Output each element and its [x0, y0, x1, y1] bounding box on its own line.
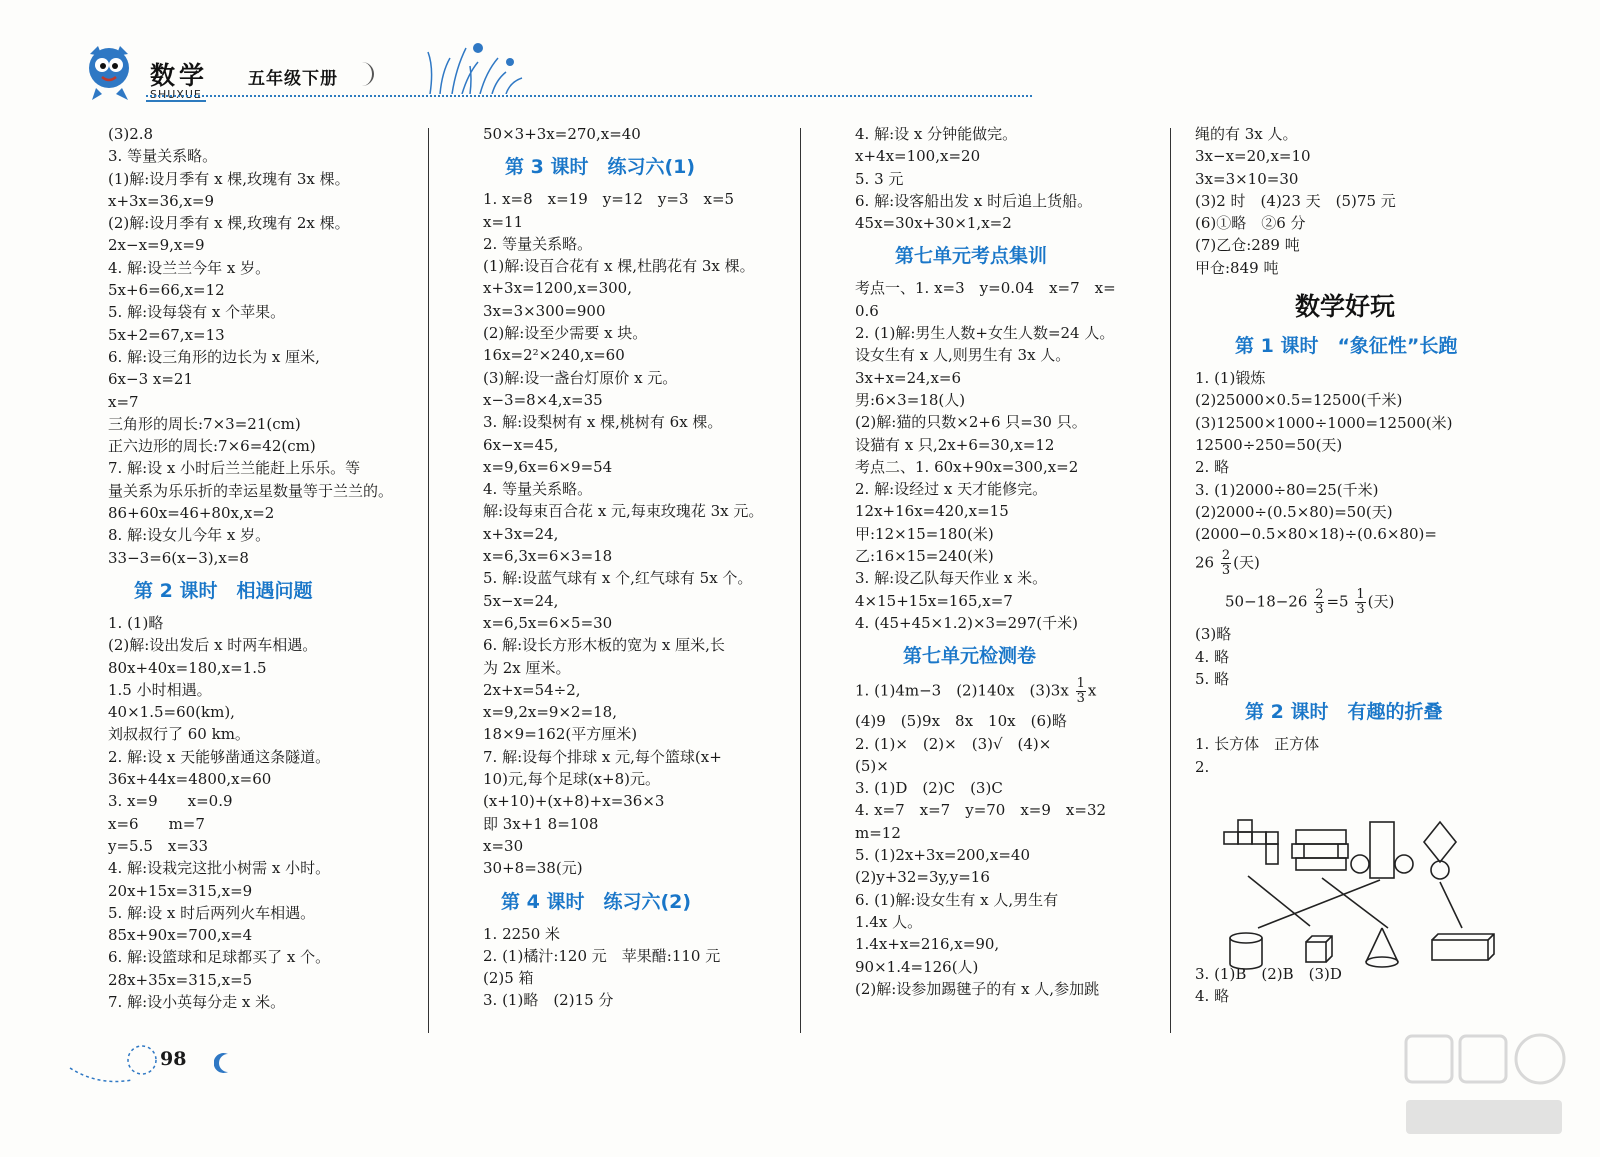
answer-block [108, 612, 424, 1013]
answer-block [855, 123, 1165, 234]
answer-line: x=9,6x=6×9=54 [483, 457, 613, 476]
answer-block [855, 277, 1165, 634]
moon-icon [214, 1050, 260, 1074]
answer-line: 40×1.5=60(km), [108, 703, 235, 722]
fraction [1355, 588, 1365, 617]
column-divider [1170, 128, 1171, 1033]
answer-line: 7. 解:设每个排球 x 元,每个篮球(x+ [483, 747, 722, 766]
answer-line: 2. (1)橘汁:120 元 苹果醋:110 元 [483, 946, 721, 965]
answer-line: 28x+35x=315,x=5 [108, 970, 253, 989]
answer-line: 5x+2=67,x=13 [108, 325, 225, 344]
answer-line: (2)解:设参加踢毽子的有 x 人,参加跳 [855, 979, 1100, 998]
section-heading: 第七单元检测卷 [903, 645, 1037, 668]
answer-line: 18×9=162(平方厘米) [483, 725, 638, 744]
section-heading: 第 2 课时 相遇问题 [134, 579, 313, 602]
answer-line: 1.5 小时相遇。 [108, 680, 212, 699]
answer-line: (2)2000÷(0.5×80)=50(天) [1195, 502, 1393, 521]
answer-line: 30+8=38(元) [483, 859, 583, 878]
answer-block [1195, 733, 1495, 778]
answer-line [855, 677, 1165, 706]
answer-column-2 [483, 123, 795, 1012]
answer-line: 3x+x=24,x=6 [855, 368, 962, 387]
answer-line: 4. x=7 x=7 y=70 x=9 x=32 [855, 801, 1107, 820]
net-shape-1 [1224, 820, 1278, 864]
header-rule [146, 95, 1032, 97]
section-heading: 第七单元考点集训 [895, 245, 1048, 268]
answer-line: 1.4x+x=216,x=90, [855, 935, 1000, 954]
answer-line: 1. (1)锻炼 [1195, 369, 1266, 388]
answer-line: (4)9 (5)9x 8x 10x (6)略 [855, 712, 1067, 731]
answer-line: 甲仓:849 吨 [1195, 258, 1279, 277]
answer-line: 4. 解:设 x 分钟能做完。 [855, 125, 1018, 143]
answer-line: 5. (1)2x+3x=200,x=40 [855, 846, 1030, 865]
answer-line [1195, 549, 1495, 578]
answer-line: x+3x=36,x=9 [108, 191, 215, 210]
fraction [1314, 588, 1324, 617]
answer-line: x=6,3x=6×3=18 [483, 547, 613, 566]
answer-line: (x+10)+(x+8)+x=36×3 [483, 792, 665, 811]
section-heading: 第 1 课时 “象征性”长跑 [1235, 335, 1458, 358]
answer-line: 6x−3 x=21 [108, 370, 193, 389]
answer-line: 2. (1)× (2)× (3)√ (4)× [855, 734, 1052, 753]
book-grade: 五年级下册 [248, 69, 338, 89]
fraction-denominator: 3 [1076, 691, 1085, 707]
answer-line: 3x=3×10=30 [1195, 169, 1299, 188]
answer-line: (2)25000×0.5=12500(千米) [1195, 391, 1403, 410]
answer-line: 6. 解:设篮球和足球都买了 x 个。 [108, 948, 331, 967]
net-shape-2 [1292, 830, 1348, 870]
answer-line: 甲:12×15=180(米) [855, 524, 994, 543]
grade-bracket [358, 62, 374, 86]
watermark-icon [1400, 1030, 1570, 1140]
fraction-denominator: 3 [1221, 563, 1231, 579]
answer-line: 0.6 [855, 301, 879, 320]
answer-line: 4. (45+45×1.2)×3=297(千米) [855, 613, 1078, 632]
answer-line: 45x=30x+30×1,x=2 [855, 214, 1012, 233]
answer-line: 4. 解:设兰兰今年 x 岁。 [108, 258, 271, 277]
answer-line: (7)乙仓:289 吨 [1195, 236, 1300, 255]
answer-line: x−3=8×4,x=35 [483, 390, 603, 409]
answer-line: x=6,5x=6×5=30 [483, 613, 613, 632]
answer-line: 85x+90x=700,x=4 [108, 926, 253, 945]
answer-line: x+3x=1200,x=300, [483, 279, 632, 298]
answer-block [1195, 367, 1495, 545]
answer-line: 1. x=8 x=19 y=12 y=3 x=5 [483, 190, 735, 209]
answer-text: 50−18−26 [1225, 592, 1308, 611]
answer-line: 5. 解:设蓝气球有 x 个,红气球有 5x 个。 [483, 569, 753, 588]
answer-line: (6)①略 ②6 分 [1195, 214, 1306, 233]
answer-line: 正六边形的周长:7×6=42(cm) [108, 437, 316, 456]
grass-icon [410, 38, 550, 94]
answer-line: x+3x=24, [483, 524, 559, 543]
answer-line: x=30 [483, 836, 524, 855]
answer-line: (2)解:猫的只数×2+6 只=30 只。 [855, 413, 1087, 432]
answer-line: x+4x=100,x=20 [855, 147, 981, 166]
book-title: 数学 [150, 61, 209, 90]
section-heading: 第 4 课时 练习六(2) [501, 890, 692, 913]
answer-line: 1. 长方体 正方体 [1195, 735, 1320, 754]
chapter-heading: 数学好玩 [1294, 292, 1395, 322]
answer-line: 2. (1)解:男生人数+女生人数=24 人。 [855, 324, 1115, 343]
answer-line: 7. 解:设小英每分走 x 米。 [108, 992, 286, 1011]
book-title-pinyin: SHUXUE [150, 88, 202, 101]
answer-line: 2x+x=54÷2, [483, 680, 581, 699]
answer-block [855, 710, 1165, 1000]
answer-line: 三角形的周长:7×3=21(cm) [108, 414, 301, 433]
fraction-numerator: 1 [1356, 587, 1365, 603]
answer-line: 36x+44x=4800,x=60 [108, 770, 272, 789]
answer-line: 86+60x=46+80x,x=2 [108, 504, 275, 523]
answer-unit: (天) [1367, 592, 1395, 611]
answer-block [108, 123, 424, 569]
answer-line: 10)元,每个足球(x+8)元。 [483, 770, 660, 789]
answer-line: (2)解:设至少需要 x 块。 [483, 324, 648, 343]
answer-line: 考点一、1. x=3 y=0.04 x=7 x= [855, 279, 1116, 298]
page-number: 98 [160, 1048, 187, 1070]
answer-line: 8. 解:设女儿今年 x 岁。 [108, 526, 271, 545]
fraction [1221, 549, 1231, 578]
answer-line: 即 3x+1 8=108 [483, 814, 599, 833]
answer-line: 5. 3 元 [855, 169, 904, 188]
answer-line: 50×3+3x=270,x=40 [483, 125, 641, 143]
answer-line: 6. 解:设三角形的边长为 x 厘米, [108, 347, 320, 366]
answer-line: m=12 [855, 823, 901, 842]
answer-line: (3)解:设一盏台灯原价 x 元。 [483, 368, 678, 387]
answer-line: (3)略 [1195, 625, 1232, 644]
page-header [70, 38, 970, 113]
answer-line: 乙:16×15=240(米) [855, 547, 994, 566]
answer-line: 90×1.4=126(人) [855, 957, 979, 976]
answer-line: 3x−x=20,x=10 [1195, 147, 1311, 166]
answer-line: (2)y+32=3y,y=16 [855, 868, 990, 887]
answer-line: 2x−x=9,x=9 [108, 236, 205, 255]
answer-line: 3. (1)B (2)B (3)D [1195, 964, 1342, 983]
answer-line: 5. 略 [1195, 670, 1230, 689]
answer-line: y=5.5 x=33 [108, 836, 209, 855]
section-heading: 第 3 课时 练习六(1) [505, 156, 696, 179]
answer-line: 12500÷250=50(天) [1195, 435, 1343, 454]
answer-line: 20x+15x=315,x=9 [108, 881, 253, 900]
answer-line: 6x−x=45, [483, 435, 559, 454]
column-divider [800, 128, 801, 1033]
column-divider [428, 128, 429, 1033]
answer-line: 考点二、1. 60x+90x=300,x=2 [855, 457, 1079, 476]
answer-line: 为 2x 厘米。 [483, 658, 571, 677]
answer-line: 4. 等量关系略。 [483, 480, 593, 499]
answer-line [1225, 588, 1495, 617]
answer-line: 1. (1)略 [108, 613, 164, 632]
answer-line: (2000−0.5×80×18)÷(0.6×80)= [1195, 525, 1437, 544]
fraction-numerator: 1 [1076, 676, 1085, 692]
answer-line: x=11 [483, 212, 524, 231]
answer-block [483, 188, 795, 879]
answer-line: 7. 解:设 x 小时后兰兰能赶上乐乐。等 [108, 459, 361, 478]
answer-line: 6. (1)解:设女生有 x 人,男生有 [855, 890, 1059, 909]
folding-matching-figure [1218, 816, 1498, 988]
answer-line: (3)12500×1000÷1000=12500(米) [1195, 413, 1453, 432]
section-heading: 第 2 课时 有趣的折叠 [1245, 701, 1443, 724]
net-shape-3 [1351, 822, 1413, 878]
answer-line: 33−3=6(x−3),x=8 [108, 548, 249, 567]
answer-line: 3. (1)D (2)C (3)C [855, 779, 1003, 798]
answer-line: x=9,2x=9×2=18, [483, 703, 617, 722]
solid-cuboid [1432, 934, 1494, 960]
answer-line: 刘叔叔行了 60 km。 [108, 725, 250, 744]
answer-line: (1)解:设月季有 x 棵,玫瑰有 3x 棵。 [108, 169, 350, 188]
answer-line: 5x+6=66,x=12 [108, 281, 225, 300]
fraction-numerator: 2 [1221, 548, 1231, 564]
answer-line: 12x+16x=420,x=15 [855, 502, 1009, 521]
answer-line: (2)解:设出发后 x 时两车相遇。 [108, 636, 318, 655]
solid-cone [1366, 928, 1398, 967]
answer-line: 3. x=9 x=0.9 [108, 792, 233, 811]
mascot-icon [78, 40, 140, 102]
answer-block [1195, 623, 1495, 690]
answer-text: =5 [1326, 592, 1349, 611]
answer-line: 4×15+15x=165,x=7 [855, 591, 1013, 610]
answer-line: 绳的有 3x 人。 [1195, 125, 1298, 143]
answer-line: 3. 等量关系略。 [108, 147, 218, 166]
fraction [1076, 677, 1086, 706]
answer-line: 3. 解:设梨树有 x 棵,桃树有 6x 棵。 [483, 413, 723, 432]
answer-line: 4. 解:设栽完这批小树需 x 小时。 [108, 859, 331, 878]
answer-line: 4. 略 [1195, 647, 1230, 666]
answer-line: 2. 解:设 x 天能够凿通这条隧道。 [108, 747, 331, 766]
answer-line: 4. 略 [1195, 987, 1230, 1006]
answer-line: 3. (1)2000÷80=25(千米) [1195, 480, 1379, 499]
answer-line: 5. 解:设 x 时后两列火车相遇。 [108, 903, 316, 922]
answer-line: (2)解:设月季有 x 棵,玫瑰有 2x 棵。 [108, 214, 350, 233]
answer-line: 80x+40x=180,x=1.5 [108, 658, 267, 677]
answer-line: 3. (1)略 (2)15 分 [483, 991, 614, 1010]
answer-line: 16x=2²×240,x=60 [483, 346, 625, 365]
fraction-denominator: 3 [1315, 602, 1324, 618]
fraction-numerator: 2 [1315, 587, 1324, 603]
answer-line: 2. [1195, 757, 1210, 776]
answer-line: 2. 略 [1195, 458, 1230, 477]
solid-cube [1306, 936, 1332, 962]
answer-column-1 [108, 123, 424, 1013]
answer-line: (2)5 箱 [483, 969, 534, 988]
net-shape-4 [1424, 822, 1456, 879]
answer-line: 1. 2250 米 [483, 924, 561, 943]
fraction-whole: 26 [1195, 553, 1215, 572]
answer-line: 3. 解:设乙队每天作业 x 米。 [855, 569, 1048, 588]
answer-line: 设女生有 x 人,则男生有 3x 人。 [855, 346, 1071, 365]
answer-line: x=6 m=7 [108, 814, 205, 833]
answer-line: 3x=3×300=900 [483, 301, 606, 320]
answer-line: 设猫有 x 只,2x+6=30,x=12 [855, 435, 1055, 454]
answer-line: 2. 解:设经过 x 天才能修完。 [855, 480, 1048, 499]
answer-text: 1. (1)4m−3 (2)140x (3)3x [855, 681, 1069, 700]
header-rule-accent [146, 100, 206, 102]
answer-line: 2. 等量关系略。 [483, 234, 593, 253]
answer-line: 解:设每束百合花 x 元,每束玫瑰花 3x 元。 [483, 502, 764, 521]
answer-line: (3)2 时 (4)23 天 (5)75 元 [1195, 191, 1396, 210]
solid-cylinder [1230, 933, 1262, 969]
answer-line: 6. 解:设客船出发 x 时后追上货船。 [855, 191, 1093, 210]
answer-unit: (天) [1233, 553, 1260, 572]
answer-line: 5x−x=24, [483, 591, 559, 610]
answer-block [483, 923, 795, 1012]
answer-line: 1.4x 人。 [855, 912, 923, 931]
answer-line: 男:6×3=18(人) [855, 390, 966, 409]
answer-line: 5. 解:设每袋有 x 个苹果。 [108, 303, 286, 322]
fraction-denominator: 3 [1356, 602, 1365, 618]
answer-column-3 [855, 123, 1165, 1000]
answer-line: x=7 [108, 392, 139, 411]
answer-line: 量关系为乐乐折的幸运星数量等于兰兰的。 [108, 481, 394, 500]
answer-line: (3)2.8 [108, 125, 154, 143]
answer-line: (5)× [855, 756, 889, 775]
answer-block [1195, 123, 1495, 279]
answer-line: 6. 解:设长方形木板的宽为 x 厘米,长 [483, 636, 725, 655]
answer-line: (1)解:设百合花有 x 棵,杜鹃花有 3x 棵。 [483, 257, 755, 276]
fraction-variable: x [1087, 681, 1097, 700]
